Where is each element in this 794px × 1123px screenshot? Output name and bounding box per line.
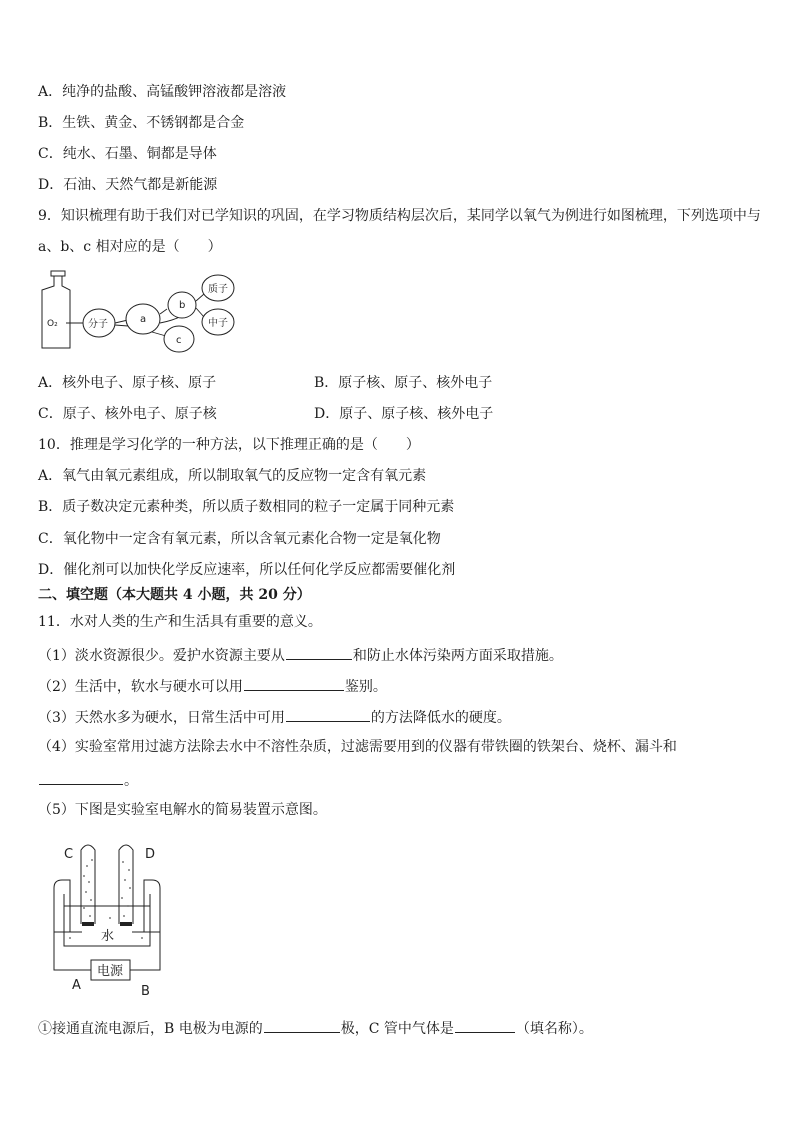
q11-part3-text-a: （3）天然水多为硬水，日常生活中可用 (38, 710, 285, 726)
q9-option-b: B．原子核、原子、核外电子 (314, 375, 493, 391)
q11-part4-blank[interactable] (39, 770, 123, 785)
q10-option-a: A．氧气由氧元素组成，所以制取氧气的反应物一定含有氧元素 (38, 468, 427, 484)
q11-part4-text-b: 。 (124, 773, 138, 789)
electrode-a-label: A (72, 978, 81, 993)
q9-option-a: A．核外电子、原子核、原子 (38, 375, 217, 391)
q11-part2-text-b: 鉴别。 (344, 679, 387, 695)
q11-part3-text-b: 的方法降低水的硬度。 (370, 710, 511, 726)
q9-stem-line1: 9．知识梳理有助于我们对已学知识的巩固，在学习物质结构层次后，某同学以氧气为例进行如图梳理，下列选项中与 (38, 208, 761, 224)
q11-part3-blank[interactable] (286, 707, 370, 722)
q8-option-d: D．石油、天然气都是新能源 (38, 177, 218, 193)
q11-sub1-blank-gas[interactable] (455, 1018, 515, 1033)
q11-part2-text-a: （2）生活中，软水与硬水可以用 (38, 679, 243, 695)
q11-part2 (38, 676, 387, 696)
tube-c-label: C (64, 847, 74, 862)
electrode-b-label: B (141, 984, 150, 999)
q10-option-c: C．氧化物中一定含有氧元素，所以含氧元素化合物一定是氧化物 (38, 531, 441, 547)
oxygen-structure-diagram (36, 268, 246, 358)
water-label: 水 (101, 929, 115, 944)
q11-sub1-blank-pole[interactable] (264, 1018, 340, 1033)
q11-part4-line1: （4）实验室常用过滤方法除去水中不溶性杂质，过滤需要用到的仪器有带铁圈的铁架台、烧杯、漏斗和 (38, 739, 677, 755)
tube-d-label: D (145, 847, 156, 862)
q10-stem: 10．推理是学习化学的一种方法，以下推理正确的是（ ） (38, 437, 420, 453)
q11-part5: （5）下图是实验室电解水的简易装置示意图。 (38, 802, 327, 818)
node-a-label: a (140, 314, 147, 325)
electrolysis-apparatus-diagram (46, 836, 186, 1002)
q8-option-c: C．纯水、石墨、铜都是导体 (38, 146, 217, 162)
q11-part3 (38, 707, 511, 727)
molecule-label: 分子 (88, 319, 108, 330)
q11-part1-text-b: 和防止水体污染两方面采取措施。 (352, 648, 563, 664)
q8-option-b: B．生铁、黄金、不锈钢都是合金 (38, 115, 245, 131)
q10-option-b: B．质子数决定元素种类，所以质子数相同的粒子一定属于同种元素 (38, 499, 455, 515)
node-b-label: b (179, 300, 186, 311)
q9-option-d: D．原子、原子核、核外电子 (314, 406, 494, 422)
q11-part4-line2 (38, 770, 138, 790)
q11-part1 (38, 645, 563, 665)
q11-part2-blank[interactable] (244, 676, 344, 691)
q9-option-c: C．原子、核外电子、原子核 (38, 406, 217, 422)
neutron-label: 中子 (208, 318, 228, 329)
node-c-label: c (176, 335, 182, 346)
q11-stem: 11．水对人类的生产和生活具有重要的意义。 (38, 614, 322, 630)
section2-heading: 二、填空题（本大题共 4 小题，共 20 分） (38, 587, 311, 603)
q8-option-a: A．纯净的盐酸、高锰酸钾溶液都是溶液 (38, 84, 287, 100)
proton-label: 质子 (208, 284, 228, 295)
q11-part1-text-a: （1）淡水资源很少。爱护水资源主要从 (38, 648, 285, 664)
power-source-label: 电源 (97, 964, 124, 979)
gas-bottle-icon (42, 271, 70, 348)
bottle-label: O₂ (47, 319, 58, 329)
q9-stem-line2: a、b、c 相对应的是（ ） (38, 239, 222, 255)
q11-part1-blank[interactable] (286, 645, 352, 660)
q10-option-d: D．催化剂可以加快化学反应速率，所以任何化学反应都需要催化剂 (38, 562, 456, 578)
q11-sub1-text-b: 极，C 管中气体是 (340, 1021, 454, 1037)
q11-sub1-text-a: ①接通直流电源后，B 电极为电源的 (38, 1021, 263, 1037)
q11-sub1-text-c: （填名称）。 (515, 1021, 593, 1037)
q11-sub1 (38, 1018, 593, 1038)
